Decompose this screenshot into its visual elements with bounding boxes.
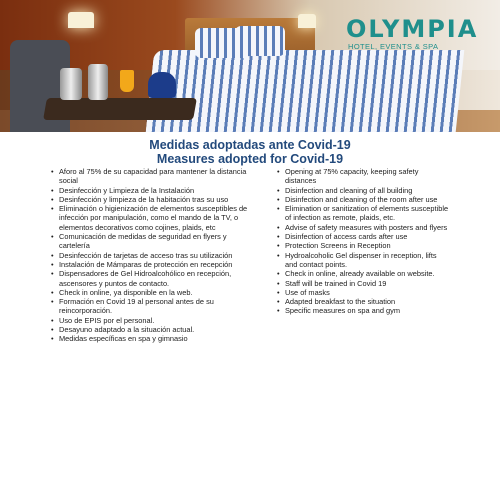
measure-item: • Uso de EPIS por el personal. [51,316,255,325]
photo-lamp [68,12,94,28]
measure-item: • Adapted breakfast to the situation [277,297,449,306]
measure-item: • Disinfection of access cards after use [277,232,449,241]
photo-bed [146,50,465,132]
measure-item: • Disinfection and cleaning of all building [277,186,449,195]
measure-item: • Staff will be trained in Covid 19 [277,279,449,288]
measure-item: • Medidas específicas en spa y gimnasio [51,334,255,343]
title-english: Measures adopted for Covid-19 [156,152,344,166]
measure-item: • Comunicación de medidas de seguridad en flyers y cartelería [51,232,255,251]
measures-list-english [277,167,449,316]
title-spanish: Medidas adoptadas ante Covid-19 [149,138,351,152]
measure-item: • Protection Screens in Reception [277,241,449,250]
photo-tea-cosy [148,72,176,98]
measure-item: • Desayuno adaptado a la situación actual. [51,325,255,334]
measures-list-spanish [51,167,255,344]
measure-item: • Use of masks [277,288,449,297]
measure-item: • Desinfección y Limpieza de la Instalación [51,186,255,195]
measure-item: • Hydroalcoholic Gel dispenser in reception, lifts and contact points. [277,251,449,270]
measure-item: • Opening at 75% capacity, keeping safety distances [277,167,449,186]
photo-juice-glass [120,70,134,92]
measure-item: • Desinfección de tarjetas de acceso tras su utilización [51,251,255,260]
measure-item: • Formación en Covid 19 al personal antes de su reincorporación. [51,297,255,316]
photo-pillow [235,26,285,56]
measure-item: • Elimination or sanitization of elements susceptible of infection as remote, plaids, etc. [277,204,449,223]
measure-item: • Specific measures on spa and gym [277,306,449,315]
measure-item: • Dispensadores de Gel Hidroalcohólico en recepción, ascensores y puntos de contacto. [51,269,255,288]
measure-item: • Instalación de Mámparas de protección en recepción [51,260,255,269]
logo-name: OLYMPIA [346,15,479,43]
measure-item: • Disinfection and cleaning of the room after use [277,195,449,204]
measure-item: • Desinfección y limpieza de la habitación tras su uso [51,195,255,204]
logo-subtitle: HOTEL, EVENTS & SPA [348,42,439,51]
measure-item: • Check in online, ya disponible en la web. [51,288,255,297]
page-title [0,138,500,166]
photo-breakfast-tray [43,98,197,120]
measure-item: • Aforo al 75% de su capacidad para mantener la distancia social [51,167,255,186]
photo-coffee-pot [88,64,108,100]
measure-item: • Eliminación o higienización de elementos susceptibles de infección por manipulación, como el mando de la TV, o elementos decorativos como cojines, plaids, etc [51,204,255,232]
photo-coffee-pot [60,68,82,100]
photo-lamp [298,14,316,28]
olympia-logo [346,16,496,51]
measure-item: • Check in online, already available on website. [277,269,449,278]
measure-item: • Advise of safety measures with posters and flyers [277,223,449,232]
